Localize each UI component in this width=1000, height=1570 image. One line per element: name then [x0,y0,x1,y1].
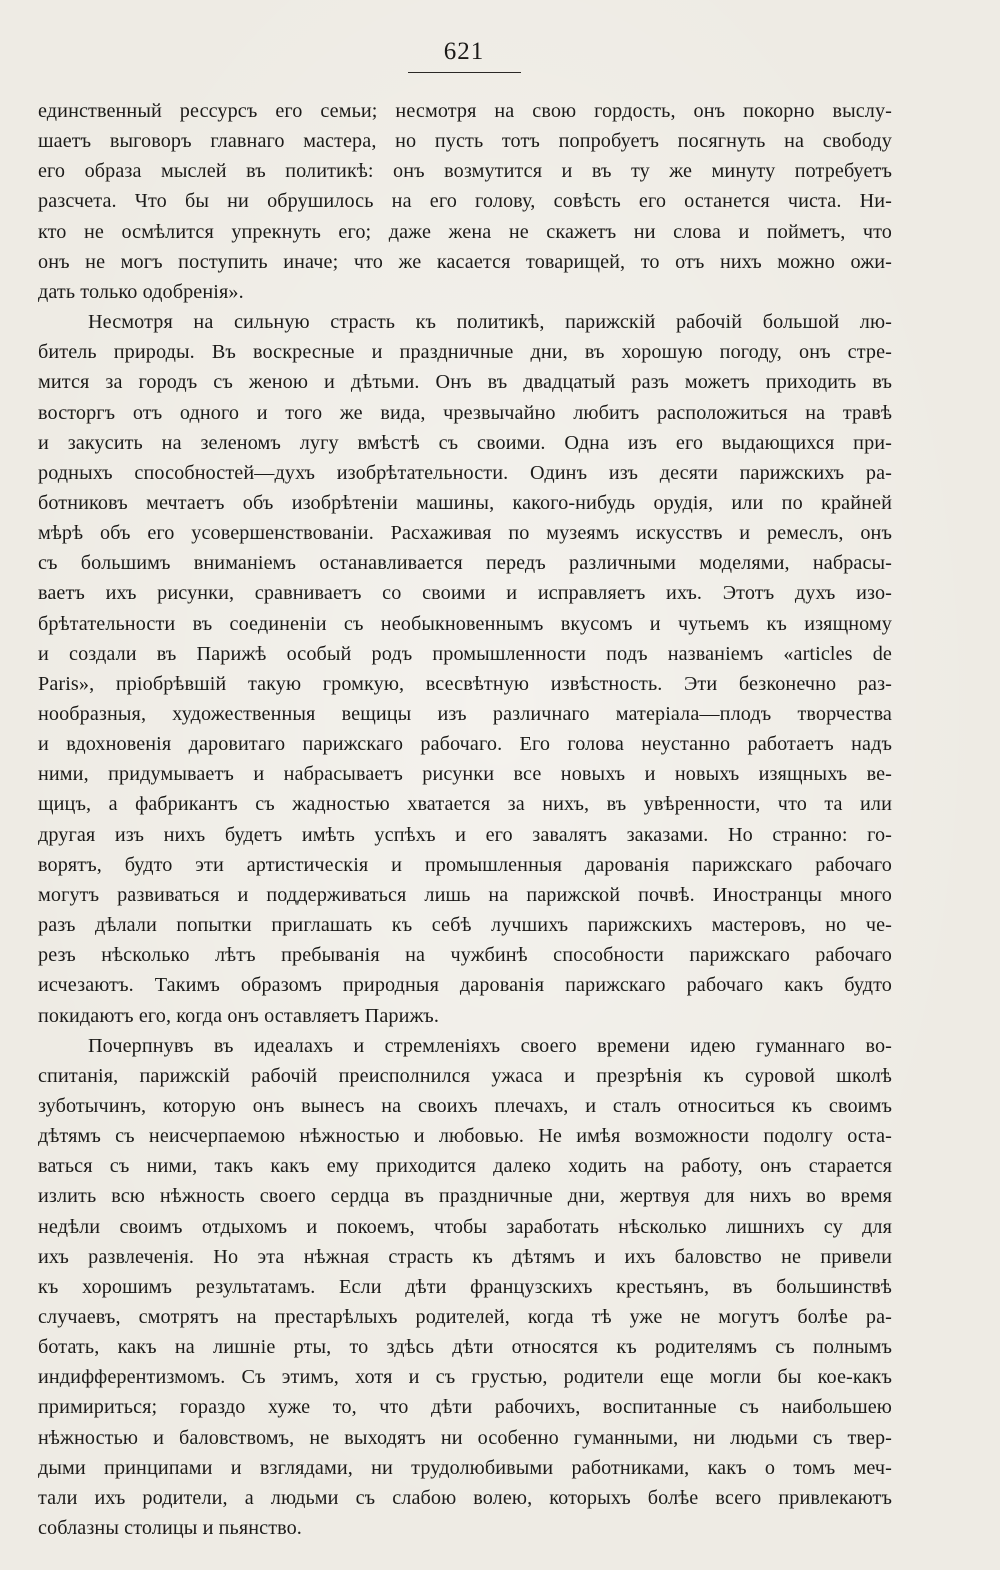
text-line: и закусить на зеленомъ лугу вмѣстѣ съ своими. Одна изъ его выдающихся при- [38,431,892,454]
text-line: кто не осмѣлится упрекнуть его; даже жена не скажетъ ни слова и пойметъ, что [38,220,892,243]
text-line: дѣтямъ съ неисчерпаемою нѣжностью и любовью. Не имѣя возможности подолгу оста- [38,1125,892,1148]
text-line: восторгъ отъ одного и того же вида, чрезвычайно любитъ расположиться на травѣ [38,401,892,424]
text-line: резъ нѣсколько лѣтъ пребыванія на чужбинѣ способности парижскаго рабочаго [38,944,892,967]
text-line: могутъ развиваться и поддерживаться лишь на парижской почвѣ. Иностранцы много [38,883,892,906]
text-line: онъ не могъ поступить иначе; что же касается товарищей, то отъ нихъ можно ожи- [38,250,892,273]
text-line: спитанія, парижскій рабочій преисполнился ужаса и презрѣнія къ суровой школѣ [38,1064,892,1087]
text-line: ворятъ, будто эти артистическія и промышленныя дарованія парижскаго рабочаго [38,853,892,876]
text-line: нѣжностью и баловствомъ, не выходятъ ни особенно гуманными, ни людьми съ твер- [38,1426,892,1449]
text-line: индифферентизмомъ. Съ этимъ, хотя и съ грустью, родители еще могли бы кое-какъ [38,1366,892,1389]
text-line: ваетъ ихъ рисунки, сравниваетъ со своими и исправляетъ ихъ. Этотъ духъ изо- [38,582,892,605]
page-number: 621 [443,38,485,65]
text-line: разъ дѣлали попытки приглашать къ себѣ лучшихъ парижскихъ мастеровъ, но че- [38,914,892,937]
text-line: щицъ, а фабрикантъ съ жадностью хватается за нихъ, въ увѣренности, что та или [38,793,892,816]
text-line: Почерпнувъ въ идеалахъ и стремленіяхъ своего времени идею гуманнаго во- [88,1034,892,1057]
text-line: ними, придумываетъ и набрасываетъ рисунки все новыхъ и новыхъ изящныхъ ве- [38,763,892,786]
text-line: битель природы. Въ воскресные и праздничные дни, въ хорошую погоду, онъ стре- [38,341,892,364]
text-line: и создали въ Парижѣ особый родъ промышленности подъ названіемъ «articles de [38,642,892,665]
text-line: ботать, какъ на лишніе рты, то здѣсь дѣти относятся къ родителямъ съ полнымъ [38,1336,892,1359]
text-line: разсчета. Что бы ни обрушилось на его голову, совѣсть его останется чиста. Ни- [38,190,892,213]
text-line: его образа мыслей въ политикѣ: онъ возмутится и въ ту же минуту потребуетъ [38,160,892,183]
text-line: шаетъ выговоръ главнаго мастера, но пусть тотъ попробуетъ посягнуть на свободу [38,130,892,153]
text-line: излить всю нѣжность своего сердца въ праздничные дни, жертвуя для нихъ во время [38,1185,892,1208]
text-line: мится за городъ съ женою и дѣтьми. Онъ въ двадцатый разъ можетъ приходить въ [38,371,892,394]
text-line: единственный рессурсъ его семьи; несмотря на свою гордость, онъ покорно выслу- [38,100,892,122]
text-line: недѣли своимъ отдыхомъ и покоемъ, чтобы заработать нѣсколько лишнихъ су для [38,1215,892,1238]
text-line: дыми принципами и взглядами, ни трудолюбивыми работниками, какъ о томъ меч- [38,1456,892,1479]
text-line: соблазны столицы и пьянство. [38,1517,302,1540]
text-line: брѣтательности въ соединеніи съ необыкновеннымъ вкусомъ и чутьемъ къ изящному [38,612,892,635]
text-line: и вдохновенія даровитаго парижскаго рабочаго. Его голова неустанно работаетъ надъ [38,733,892,756]
text-line: ихъ развлеченія. Но эта нѣжная страсть къ дѣтямъ и ихъ баловство не привели [38,1245,892,1268]
text-line: исчезаютъ. Такимъ образомъ природныя дарованія парижскаго рабочаго какъ будто [38,974,892,997]
text-line: Несмотря на сильную страсть къ политикѣ, парижскій рабочій большой лю- [88,311,892,334]
text-line: ваться съ ними, такъ какъ ему приходится далеко ходить на работу, онъ старается [38,1155,892,1178]
text-line: родныхъ способностей—духъ изобрѣтательности. Одинъ изъ десяти парижскихъ ра- [38,461,892,484]
text-line: тали ихъ родители, а людьми съ слабою волею, которыхъ болѣе всего привлекаютъ [38,1486,892,1509]
text-line: покидаютъ его, когда онъ оставляетъ Парижъ. [38,1004,439,1027]
text-line: Paris», пріобрѣвшій такую громкую, всесвѣтную извѣстность. Эти безконечно раз- [38,672,892,695]
text-line: съ большимъ вниманіемъ останавливается передъ различными моделями, набрасы- [38,552,892,575]
text-line: нообразныя, художественныя вещицы изъ различнаго матеріала—плодъ творчества [38,703,892,725]
text-line: случаевъ, смотрятъ на престарѣлыхъ родителей, когда тѣ уже не могутъ болѣе ра- [38,1306,892,1328]
text-line: другая изъ нихъ будетъ имѣть успѣхъ и его завалятъ заказами. Но странно: го- [38,823,892,846]
text-line: дать только одобренія». [38,280,244,303]
text-line: ботниковъ мечтаетъ объ изобрѣтеніи машины, какого-нибудь орудія, или по крайней [38,491,892,514]
text-line: примириться; гораздо хуже то, что дѣти рабочихъ, воспитанные съ наибольшею [38,1396,892,1419]
text-line: мѣрѣ объ его усовершенствованіи. Расхаживая по музеямъ искусствъ и ремеслъ, онъ [38,522,892,545]
text-line: къ хорошимъ результатамъ. Если дѣти французскихъ крестьянъ, въ большинствѣ [38,1275,892,1298]
text-line: зуботычинъ, которую онъ вынесъ на своихъ плечахъ, и сталъ относиться къ своимъ [38,1094,892,1117]
header-rule [408,72,521,73]
